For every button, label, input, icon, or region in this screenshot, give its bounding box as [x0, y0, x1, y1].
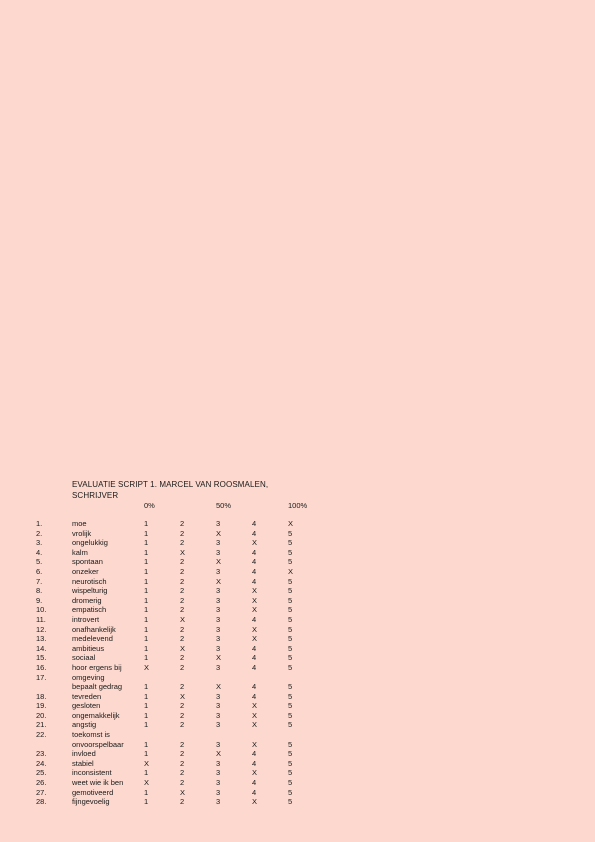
rating-cell: 1: [144, 749, 149, 759]
row-label: vrolijk: [72, 528, 92, 538]
row-number: 19.: [36, 701, 47, 711]
rating-cell: 2: [180, 682, 185, 692]
row-number: 13.: [36, 634, 47, 644]
row-number: 6.: [36, 566, 43, 576]
rating-cell: 5: [288, 739, 293, 749]
rating-cell: 4: [252, 614, 257, 624]
rating-cell: 5: [288, 547, 293, 557]
row-label: dromerig: [72, 595, 102, 605]
row-number: 16.: [36, 662, 47, 672]
rating-cell: 3: [216, 624, 221, 634]
rating-cell: X: [252, 595, 258, 605]
rating-cell: 5: [288, 720, 293, 730]
rating-cell: X: [216, 576, 222, 586]
table-row: [0, 586, 595, 596]
rating-cell: 2: [180, 519, 185, 528]
row-number: 8.: [36, 586, 43, 596]
rating-cell: 4: [252, 528, 257, 538]
rating-cell: 5: [288, 749, 293, 759]
rating-cell: 4: [252, 758, 257, 768]
rating-cell: X: [144, 662, 150, 672]
row-label: toekomst is: [72, 730, 110, 740]
table-row: [0, 701, 595, 711]
rating-cell: 2: [180, 557, 185, 567]
rating-cell: X: [180, 787, 186, 797]
row-label: fijngevoelig: [72, 797, 110, 807]
document-title: [72, 479, 292, 501]
rating-cell: 5: [288, 614, 293, 624]
rating-cell: X: [252, 701, 258, 711]
scale-label-50: 50%: [216, 501, 232, 510]
rating-cell: 2: [180, 586, 185, 596]
rating-cell: 1: [144, 701, 149, 711]
rating-cell: 1: [144, 768, 149, 778]
row-number: 10.: [36, 605, 47, 615]
rating-cell: 1: [144, 614, 149, 624]
row-label: neurotisch: [72, 576, 107, 586]
rating-cell: 2: [180, 605, 185, 615]
rating-cell: X: [216, 749, 222, 759]
rating-cell: X: [180, 691, 186, 701]
rating-cell: 3: [216, 614, 221, 624]
rating-cell: 1: [144, 538, 149, 548]
table-row: [0, 730, 595, 740]
rating-cell: 2: [180, 634, 185, 644]
rating-cell: 5: [288, 662, 293, 672]
rating-cell: 5: [288, 797, 293, 807]
rating-cell: 1: [144, 797, 149, 807]
rating-cell: 1: [144, 739, 149, 749]
rating-cell: 2: [180, 710, 185, 720]
row-label: invloed: [72, 749, 96, 759]
rating-cell: 5: [288, 586, 293, 596]
rating-cell: 4: [252, 662, 257, 672]
rating-cell: 2: [180, 778, 185, 788]
table-row: [0, 682, 595, 692]
row-label: gemotiveerd: [72, 787, 114, 797]
row-label: kalm: [72, 547, 88, 557]
rating-cell: 5: [288, 605, 293, 615]
rating-cell: X: [252, 797, 258, 807]
rating-cell: X: [252, 768, 258, 778]
rating-cell: 4: [252, 653, 257, 663]
rating-cell: 4: [252, 547, 257, 557]
rating-cell: 2: [180, 653, 185, 663]
table-row: [0, 692, 595, 702]
rating-cell: 5: [288, 557, 293, 567]
rating-cell: 5: [288, 768, 293, 778]
title-line-2: SCHRIJVER: [72, 491, 119, 500]
rating-cell: 4: [252, 778, 257, 788]
rating-cell: 2: [180, 538, 185, 548]
rating-cell: X: [216, 557, 222, 567]
row-number: 9.: [36, 595, 43, 605]
table-row: [0, 673, 595, 683]
rating-cell: 1: [144, 682, 149, 692]
rating-cell: 5: [288, 653, 293, 663]
row-number: 22.: [36, 730, 47, 740]
rating-cell: 2: [180, 701, 185, 711]
rating-cell: X: [144, 778, 150, 788]
rating-cell: 1: [144, 576, 149, 586]
row-label: tevreden: [72, 691, 102, 701]
rating-cell: X: [252, 586, 258, 596]
rating-cell: 5: [288, 787, 293, 797]
row-label: empatisch: [72, 605, 107, 615]
table-row: [0, 768, 595, 778]
row-number: 26.: [36, 778, 47, 788]
row-number: 15.: [36, 653, 47, 663]
rating-cell: 4: [252, 643, 257, 653]
rating-cell: 2: [180, 739, 185, 749]
row-label: gesloten: [72, 701, 101, 711]
row-label: hoor ergens bij: [72, 662, 122, 672]
rating-cell: 3: [216, 547, 221, 557]
rating-cell: X: [288, 519, 294, 528]
row-number: 4.: [36, 547, 43, 557]
rating-cell: 3: [216, 787, 221, 797]
rating-cell: 4: [252, 787, 257, 797]
rating-cell: 1: [144, 586, 149, 596]
table-row: [0, 788, 595, 798]
table-row: [0, 605, 595, 615]
rating-cell: 2: [180, 624, 185, 634]
rating-cell: 1: [144, 519, 149, 528]
rating-cell: 3: [216, 797, 221, 807]
row-label: moe: [72, 519, 87, 528]
row-label: stabiel: [72, 758, 94, 768]
row-label: onafhankelijk: [72, 624, 116, 634]
rating-cell: 2: [180, 749, 185, 759]
rating-cell: 3: [216, 566, 221, 576]
row-number: 28.: [36, 797, 47, 807]
rating-cell: 2: [180, 595, 185, 605]
row-label: onvoorspelbaar: [72, 739, 124, 749]
table-row: [0, 778, 595, 788]
rating-cell: 5: [288, 576, 293, 586]
row-number: 18.: [36, 691, 47, 701]
rating-cell: X: [252, 634, 258, 644]
rating-cell: 1: [144, 710, 149, 720]
rating-cell: 4: [252, 682, 257, 692]
rating-cell: 5: [288, 595, 293, 605]
rating-cell: 3: [216, 586, 221, 596]
rating-cell: 1: [144, 605, 149, 615]
rating-cell: 3: [216, 710, 221, 720]
table-row: [0, 596, 595, 606]
table-row: [0, 548, 595, 558]
row-label: sociaal: [72, 653, 96, 663]
rating-cell: 5: [288, 538, 293, 548]
rating-cell: 4: [252, 691, 257, 701]
rating-cell: 4: [252, 566, 257, 576]
rating-cell: 3: [216, 643, 221, 653]
table-row: [0, 625, 595, 635]
rating-cell: X: [144, 758, 150, 768]
row-number: 1.: [36, 519, 43, 528]
rating-cell: 1: [144, 787, 149, 797]
rating-cell: 1: [144, 634, 149, 644]
scale-label-0: 0%: [144, 501, 155, 510]
rating-cell: 1: [144, 643, 149, 653]
scale-label-100: 100%: [288, 501, 308, 510]
rating-cell: 1: [144, 720, 149, 730]
rating-cell: X: [252, 624, 258, 634]
table-row: [0, 644, 595, 654]
rating-cell: 1: [144, 557, 149, 567]
row-label: ambitieus: [72, 643, 105, 653]
row-number: 5.: [36, 557, 43, 567]
row-number: 27.: [36, 787, 47, 797]
rating-cell: 2: [180, 797, 185, 807]
rating-cell: 5: [288, 634, 293, 644]
rating-cell: X: [216, 528, 222, 538]
rating-cell: 5: [288, 691, 293, 701]
rating-cell: 2: [180, 576, 185, 586]
table-row: [0, 720, 595, 730]
rating-cell: X: [252, 605, 258, 615]
table-row: [0, 538, 595, 548]
rating-cell: 1: [144, 528, 149, 538]
row-label: medelevend: [72, 634, 113, 644]
rating-cell: 1: [144, 653, 149, 663]
row-number: 24.: [36, 758, 47, 768]
rating-cell: 3: [216, 778, 221, 788]
rating-cell: 5: [288, 778, 293, 788]
rating-cell: 5: [288, 682, 293, 692]
rating-cell: 2: [180, 566, 185, 576]
rating-cell: 4: [252, 557, 257, 567]
rating-cell: 1: [144, 691, 149, 701]
table-row: [0, 615, 595, 625]
row-number: 12.: [36, 624, 47, 634]
row-label: angstig: [72, 720, 97, 730]
rating-cell: 3: [216, 662, 221, 672]
rating-cell: 1: [144, 595, 149, 605]
rating-cell: 4: [252, 749, 257, 759]
rating-cell: X: [252, 720, 258, 730]
row-number: 3.: [36, 538, 43, 548]
rating-cell: 2: [180, 720, 185, 730]
rating-cell: 5: [288, 758, 293, 768]
rating-cell: 3: [216, 758, 221, 768]
rating-cell: 3: [216, 538, 221, 548]
table-row: [0, 529, 595, 539]
table-row: [0, 749, 595, 759]
rating-cell: 2: [180, 758, 185, 768]
row-label: ongemakkelijk: [72, 710, 120, 720]
row-number: 11.: [36, 614, 46, 624]
rating-cell: 5: [288, 624, 293, 634]
rating-cell: X: [252, 710, 258, 720]
rating-cell: 1: [144, 624, 149, 634]
rating-cell: X: [180, 614, 186, 624]
rating-table: [0, 519, 595, 807]
row-label: weet wie ik ben: [72, 778, 124, 788]
row-label: spontaan: [72, 557, 103, 567]
row-number: 14.: [36, 643, 47, 653]
row-number: 7.: [36, 576, 43, 586]
table-row: [0, 577, 595, 587]
rating-cell: 3: [216, 739, 221, 749]
rating-cell: X: [288, 566, 294, 576]
row-label: omgeving: [72, 672, 105, 682]
rating-cell: 4: [252, 576, 257, 586]
rating-cell: X: [252, 538, 258, 548]
table-row: [0, 653, 595, 663]
table-row: [0, 567, 595, 577]
rating-cell: X: [252, 739, 258, 749]
rating-cell: 3: [216, 720, 221, 730]
row-label: inconsistent: [72, 768, 112, 778]
row-label: wispelturig: [72, 586, 108, 596]
rating-cell: 5: [288, 528, 293, 538]
rating-cell: 1: [144, 566, 149, 576]
table-row: [0, 711, 595, 721]
row-label: onzeker: [72, 566, 99, 576]
table-row: [0, 663, 595, 673]
row-label: bepaalt gedrag: [72, 682, 123, 692]
row-number: 2.: [36, 528, 43, 538]
rating-cell: X: [216, 653, 222, 663]
row-number: 17.: [36, 672, 47, 682]
rating-cell: 3: [216, 634, 221, 644]
table-row: [0, 740, 595, 750]
rating-cell: X: [180, 547, 186, 557]
rating-cell: 2: [180, 768, 185, 778]
table-row: [0, 557, 595, 567]
table-row: [0, 519, 595, 529]
table-row: [0, 634, 595, 644]
row-number: 20.: [36, 710, 47, 720]
row-label: ongelukkig: [72, 538, 108, 548]
row-number: 23.: [36, 749, 47, 759]
rating-cell: 5: [288, 710, 293, 720]
row-number: 25.: [36, 768, 47, 778]
rating-cell: 3: [216, 701, 221, 711]
rating-cell: 3: [216, 595, 221, 605]
rating-cell: 5: [288, 643, 293, 653]
rating-cell: 3: [216, 519, 221, 528]
rating-cell: 2: [180, 662, 185, 672]
rating-cell: 1: [144, 547, 149, 557]
rating-cell: 4: [252, 519, 257, 528]
table-row: [0, 797, 595, 807]
rating-cell: X: [180, 643, 186, 653]
title-line-1: EVALUATIE SCRIPT 1. MARCEL VAN ROOSMALEN,: [72, 480, 269, 489]
row-number: 21.: [36, 720, 47, 730]
rating-cell: 3: [216, 691, 221, 701]
rating-cell: 5: [288, 701, 293, 711]
table-row: [0, 759, 595, 769]
rating-cell: X: [216, 682, 222, 692]
rating-cell: 3: [216, 768, 221, 778]
rating-cell: 3: [216, 605, 221, 615]
rating-cell: 2: [180, 528, 185, 538]
row-label: introvert: [72, 614, 100, 624]
